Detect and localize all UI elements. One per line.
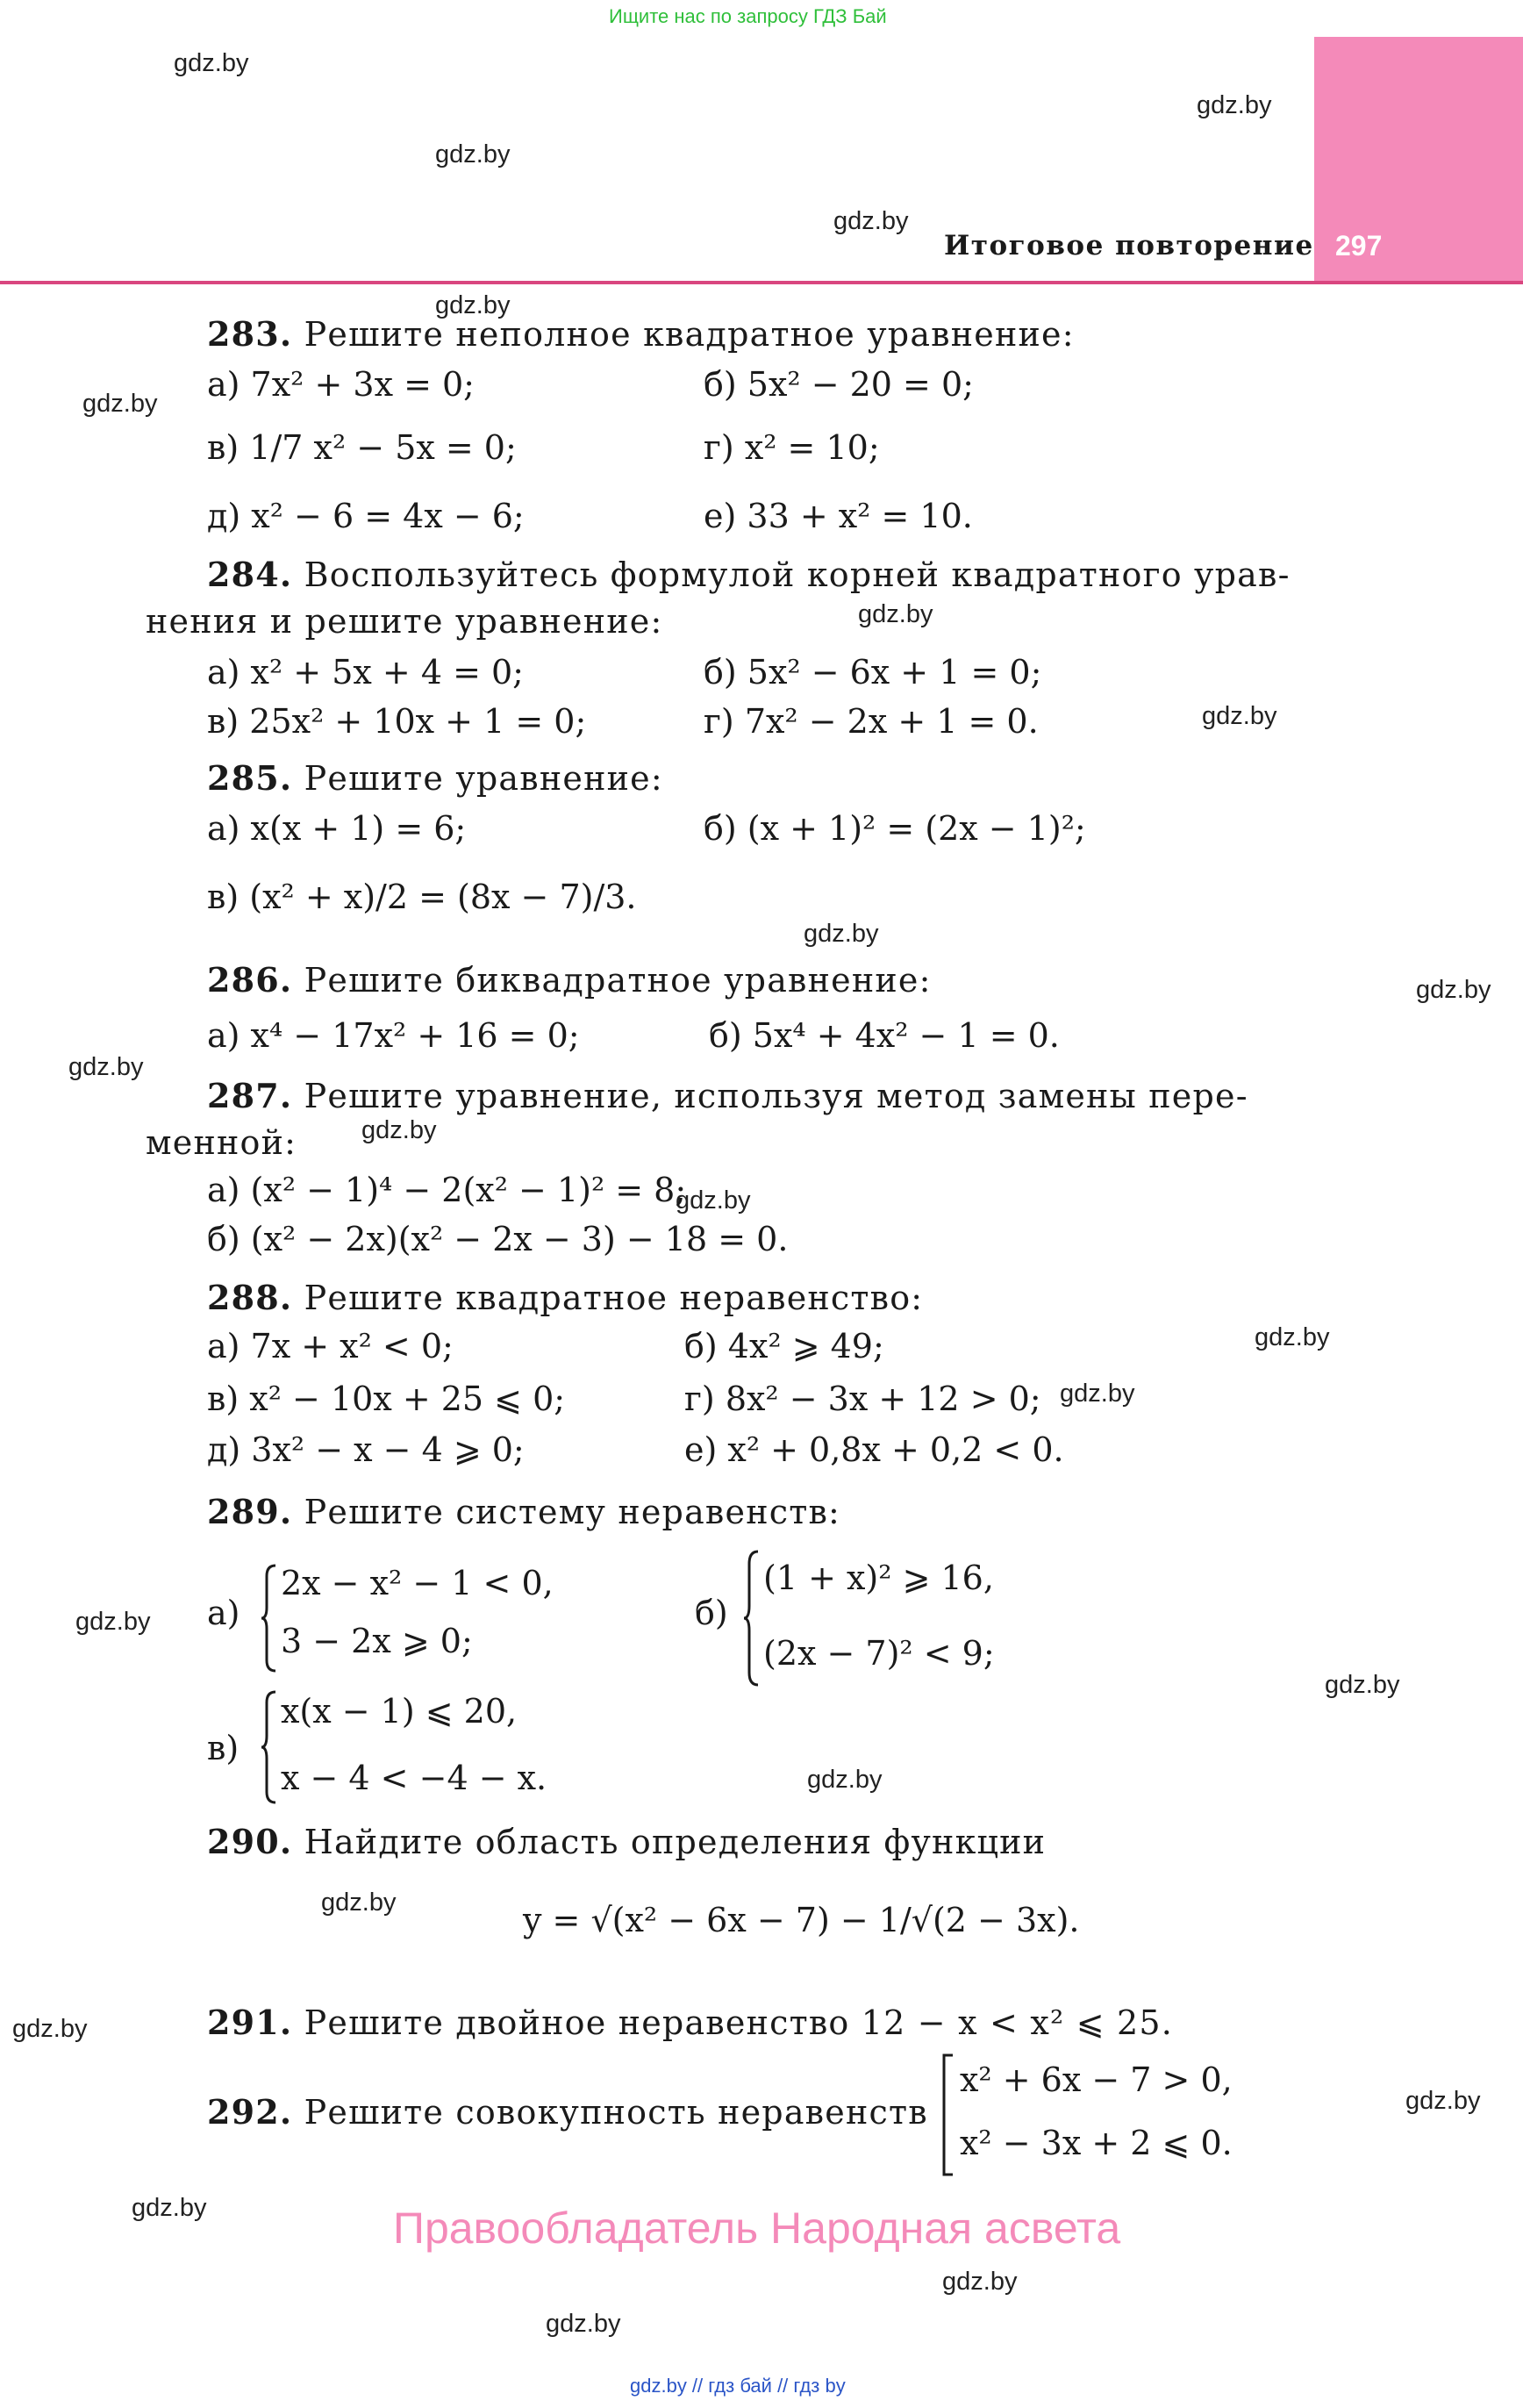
problem-283-e: е) 33 + x² = 10. [704,497,973,535]
problem-291-title: 291. Решите двойное неравенство 12 − x < x² ⩽ 25. [207,2003,1174,2042]
problem-285-title: 285. Решите уравнение: [207,758,663,798]
header-rule [0,281,1523,284]
watermark: gdz.by [858,600,933,628]
problem-286-b: б) 5x⁴ + 4x² − 1 = 0. [709,1016,1060,1055]
problem-286-a: а) x⁴ − 17x² + 16 = 0; [207,1016,580,1055]
watermark: gdz.by [807,1766,883,1794]
copyright-owner: Правообладатель Народная асвета [393,2204,1121,2253]
problem-289-a-label: а) [207,1594,240,1632]
problem-289-v-line1: x(x − 1) ⩽ 20, [281,1692,518,1731]
set-bracket [940,2053,956,2176]
problem-284-title-cont: нения и решите уравнение: [146,602,663,641]
problem-283-g: г) x² = 10; [704,428,880,467]
bottom-links[interactable]: gdz.by // гдз бай // гдз by [630,2375,846,2397]
problem-287-title-cont: менной: [146,1123,297,1162]
watermark: gdz.by [942,2268,1018,2296]
watermark: gdz.by [68,1053,144,1081]
problem-289-b-line2: (2x − 7)² < 9; [763,1634,995,1673]
problem-287-a: а) (x² − 1)⁴ − 2(x² − 1)² = 8; [207,1171,687,1209]
watermark: gdz.by [1197,91,1272,119]
watermark: gdz.by [435,291,511,319]
problem-288-g: г) 8x² − 3x + 12 > 0; [684,1380,1041,1418]
problem-288-b: б) 4x² ⩾ 49; [684,1327,884,1365]
system-brace [260,1690,279,1804]
problem-288-title: 288. Решите квадратное неравенство: [207,1278,924,1317]
problem-284-a: а) x² + 5x + 4 = 0; [207,653,524,692]
problem-289-v-line2: x − 4 < −4 − x. [281,1759,547,1797]
watermark: gdz.by [75,1608,151,1636]
watermark: gdz.by [321,1888,397,1917]
problem-292-line2: x² − 3x + 2 ⩽ 0. [960,2124,1233,2162]
watermark: gdz.by [174,49,249,77]
problem-290-title: 290. Найдите область определения функции [207,1822,1047,1861]
problem-284-g: г) 7x² − 2x + 1 = 0. [704,702,1039,741]
problem-284-v: в) 25x² + 10x + 1 = 0; [207,702,587,741]
watermark: gdz.by [833,207,909,235]
problem-284-b: б) 5x² − 6x + 1 = 0; [704,653,1042,692]
watermark: gdz.by [361,1116,437,1144]
watermark: gdz.by [12,2015,88,2043]
problem-289-title: 289. Решите систему неравенств: [207,1492,841,1531]
watermark: gdz.by [676,1186,751,1215]
watermark: gdz.by [132,2194,207,2222]
problem-289-b-label: б) [695,1594,728,1632]
problem-289-a-line1: 2x − x² − 1 < 0, [281,1564,554,1602]
problem-285-v: в) (x² + x)/2 = (8x − 7)/3. [207,878,637,916]
watermark: gdz.by [804,920,879,948]
problem-288-d: д) 3x² − x − 4 ⩾ 0; [207,1430,525,1469]
problem-283-d: д) x² − 6 = 4x − 6; [207,497,525,535]
problem-292-line1: x² + 6x − 7 > 0, [960,2060,1233,2099]
problem-283-v: в) 1/7 x² − 5x = 0; [207,428,517,467]
watermark: gdz.by [1202,702,1277,730]
watermark: gdz.by [546,2310,621,2338]
problem-285-a: а) x(x + 1) = 6; [207,809,467,848]
top-search-link[interactable]: Ищите нас по запросу ГДЗ Бай [609,5,887,27]
problem-288-a: а) 7x + x² < 0; [207,1327,454,1365]
problem-289-v-label: в) [207,1729,240,1767]
watermark: gdz.by [1325,1671,1400,1699]
watermark: gdz.by [435,140,511,168]
problem-285-b: б) (x + 1)² = (2x − 1)²; [704,809,1086,848]
problem-289-a-line2: 3 − 2x ⩾ 0; [281,1622,473,1660]
problem-283-a: а) 7x² + 3x = 0; [207,365,475,404]
problem-290-formula: y = √(x² − 6x − 7) − 1/√(2 − 3x). [523,1901,1080,1939]
problem-289-b-line1: (1 + x)² ⩾ 16, [763,1559,994,1597]
problem-284-title: 284. Воспользуйтесь формулой корней квадратного урав- [207,555,1291,594]
watermark: gdz.by [1060,1380,1135,1408]
page-number: 297 [1335,230,1383,262]
problem-288-e: е) x² + 0,8x + 0,2 < 0. [684,1430,1064,1469]
problem-292-title: 292. Решите совокупность неравенств [207,2092,928,2132]
section-title: Итоговое повторение [944,230,1314,262]
problem-287-b: б) (x² − 2x)(x² − 2x − 3) − 18 = 0. [207,1220,789,1258]
system-brace [260,1564,279,1673]
watermark: gdz.by [1416,976,1491,1004]
watermark: gdz.by [82,390,158,418]
problem-288-v: в) x² − 10x + 25 ⩽ 0; [207,1380,566,1418]
watermark: gdz.by [1255,1323,1330,1351]
problem-286-title: 286. Решите биквадратное уравнение: [207,960,932,1000]
watermark: gdz.by [1405,2087,1481,2115]
problem-283-title: 283. Решите неполное квадратное уравнение: [207,314,1075,354]
problem-283-b: б) 5x² − 20 = 0; [704,365,974,404]
system-brace [742,1550,762,1687]
problem-287-title: 287. Решите уравнение, используя метод замены пере- [207,1076,1248,1115]
